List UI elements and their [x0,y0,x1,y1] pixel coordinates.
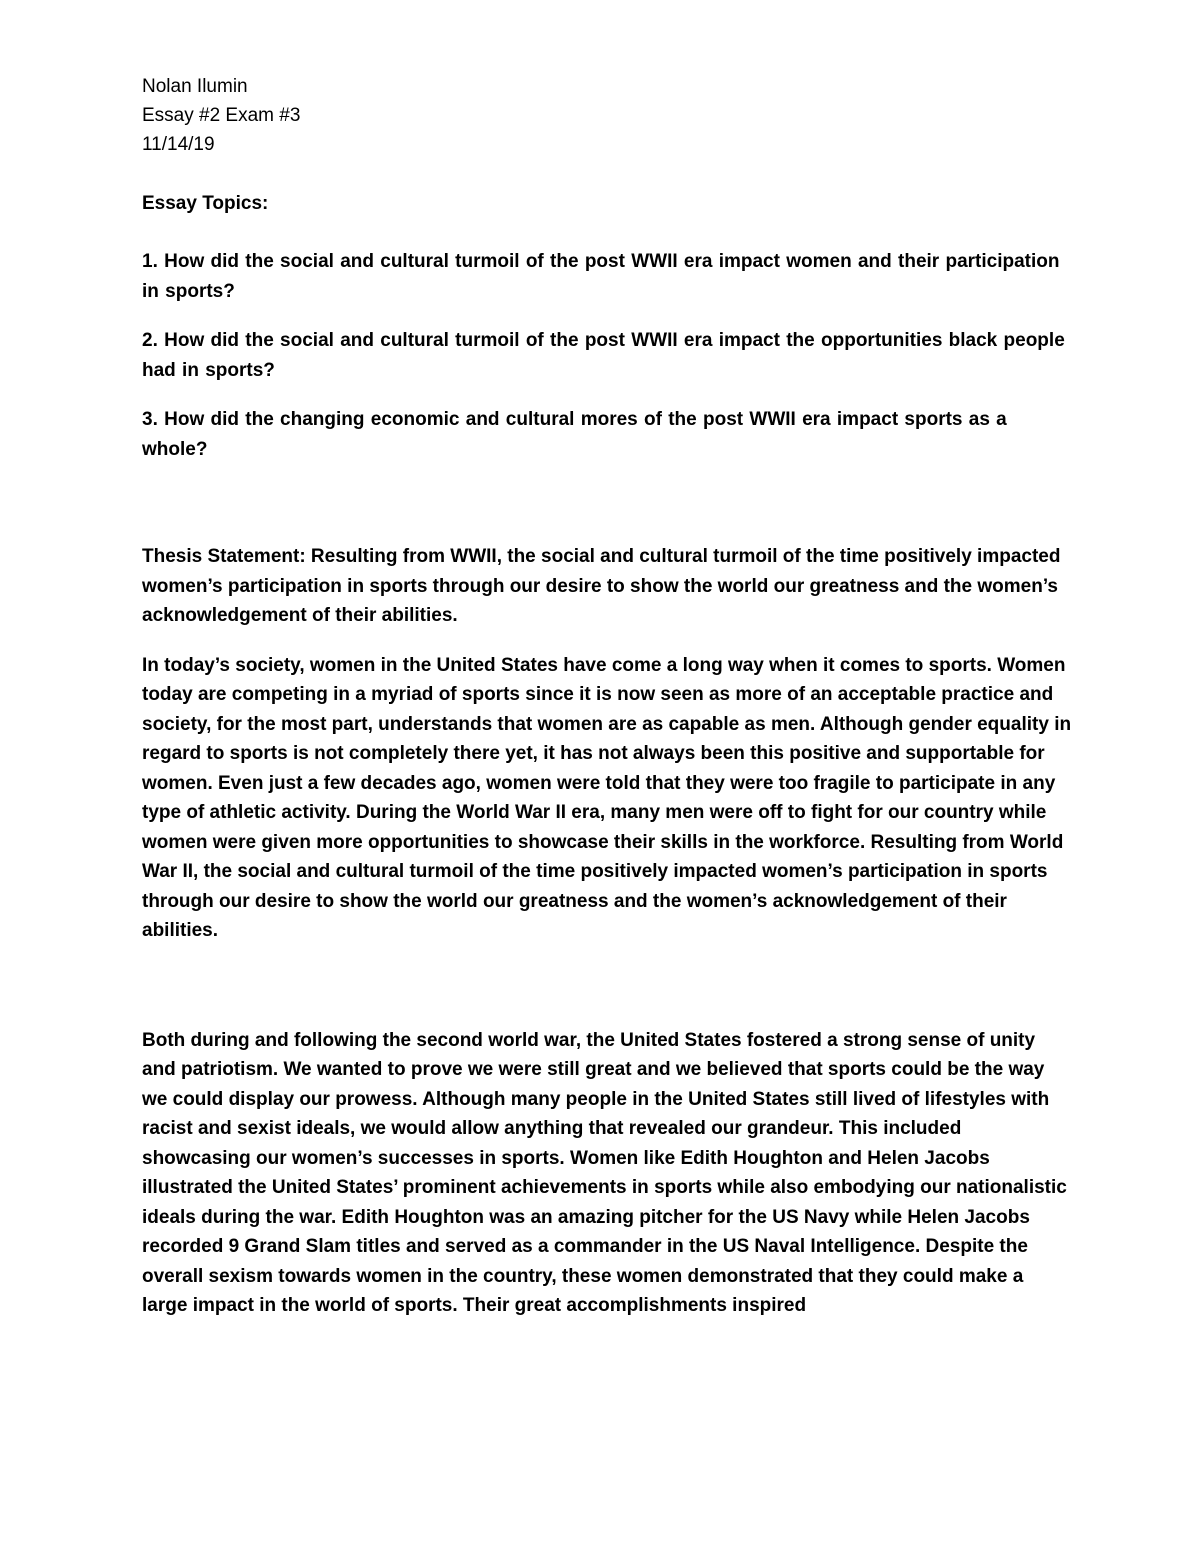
essay-topic-3: 3. How did the changing economic and cultural mores of the post WWII era impact sports as a whole? [142,409,1007,460]
body-paragraph: Both during and following the second world war, the United States fostered a strong sense of unity and patriotism. We wanted to prove we were still great and we believed that sports could be the way we could display our prowess. Although many people in the United States still lived of lifestyles with racist and sexist ideals, we would allow anything that revealed our grandeur. This included showcasing our women’s successes in sports. Women like Edith Houghton and Helen Jacobs illustrated the United States’ prominent achievements in sports while also embodying our nationalistic ideals during the war. Edith Houghton was an amazing pitcher for the US Navy while Helen Jacobs recorded 9 Grand Slam titles and served as a commander in the US Naval Intelligence. Despite the overall sexism towards women in the country, these women demonstrated that they could make a large impact in the world of sports. Their great accomplishments inspired [142,1029,1067,1316]
document-page [142,72,1072,1321]
essay-topic-1: 1. How did the social and cultural turmoil of the post WWII era impact women and their participation in sports? [142,251,1060,302]
author-name: Nolan Ilumin [142,76,248,97]
thesis-statement: Thesis Statement: Resulting from WWII, the social and cultural turmoil of the time positively impacted women’s participation in sports through our desire to show the world our greatness and the women’s acknowledgement of their abilities. [142,546,1061,626]
assignment-title: Essay #2 Exam #3 [142,105,301,126]
essay-topic-2: 2. How did the social and cultural turmoil of the post WWII era impact the opportunities black people had in sports? [142,330,1065,381]
document-date: 11/14/19 [142,134,215,155]
intro-paragraph: In today’s society, women in the United States have come a long way when it comes to sports. Women today are competing in a myriad of sports since it is now seen as more of an acceptable practice and society, for the most part, understands that women are as capable as men. Although gender equality in regard to sports is not completely there yet, it has not always been this positive and supportable for women. Even just a few decades ago, women were told that they were too fragile to participate in any type of athletic activity. During the World War II era, many men were off to fight for our country while women were given more opportunities to showcase their skills in the workforce. Resulting from World War II, the social and cultural turmoil of the time positively impacted women’s participation in sports through our desire to show the world our greatness and the women’s acknowledgement of their abilities. [142,654,1072,941]
essay-topics-heading: Essay Topics: [142,193,269,214]
